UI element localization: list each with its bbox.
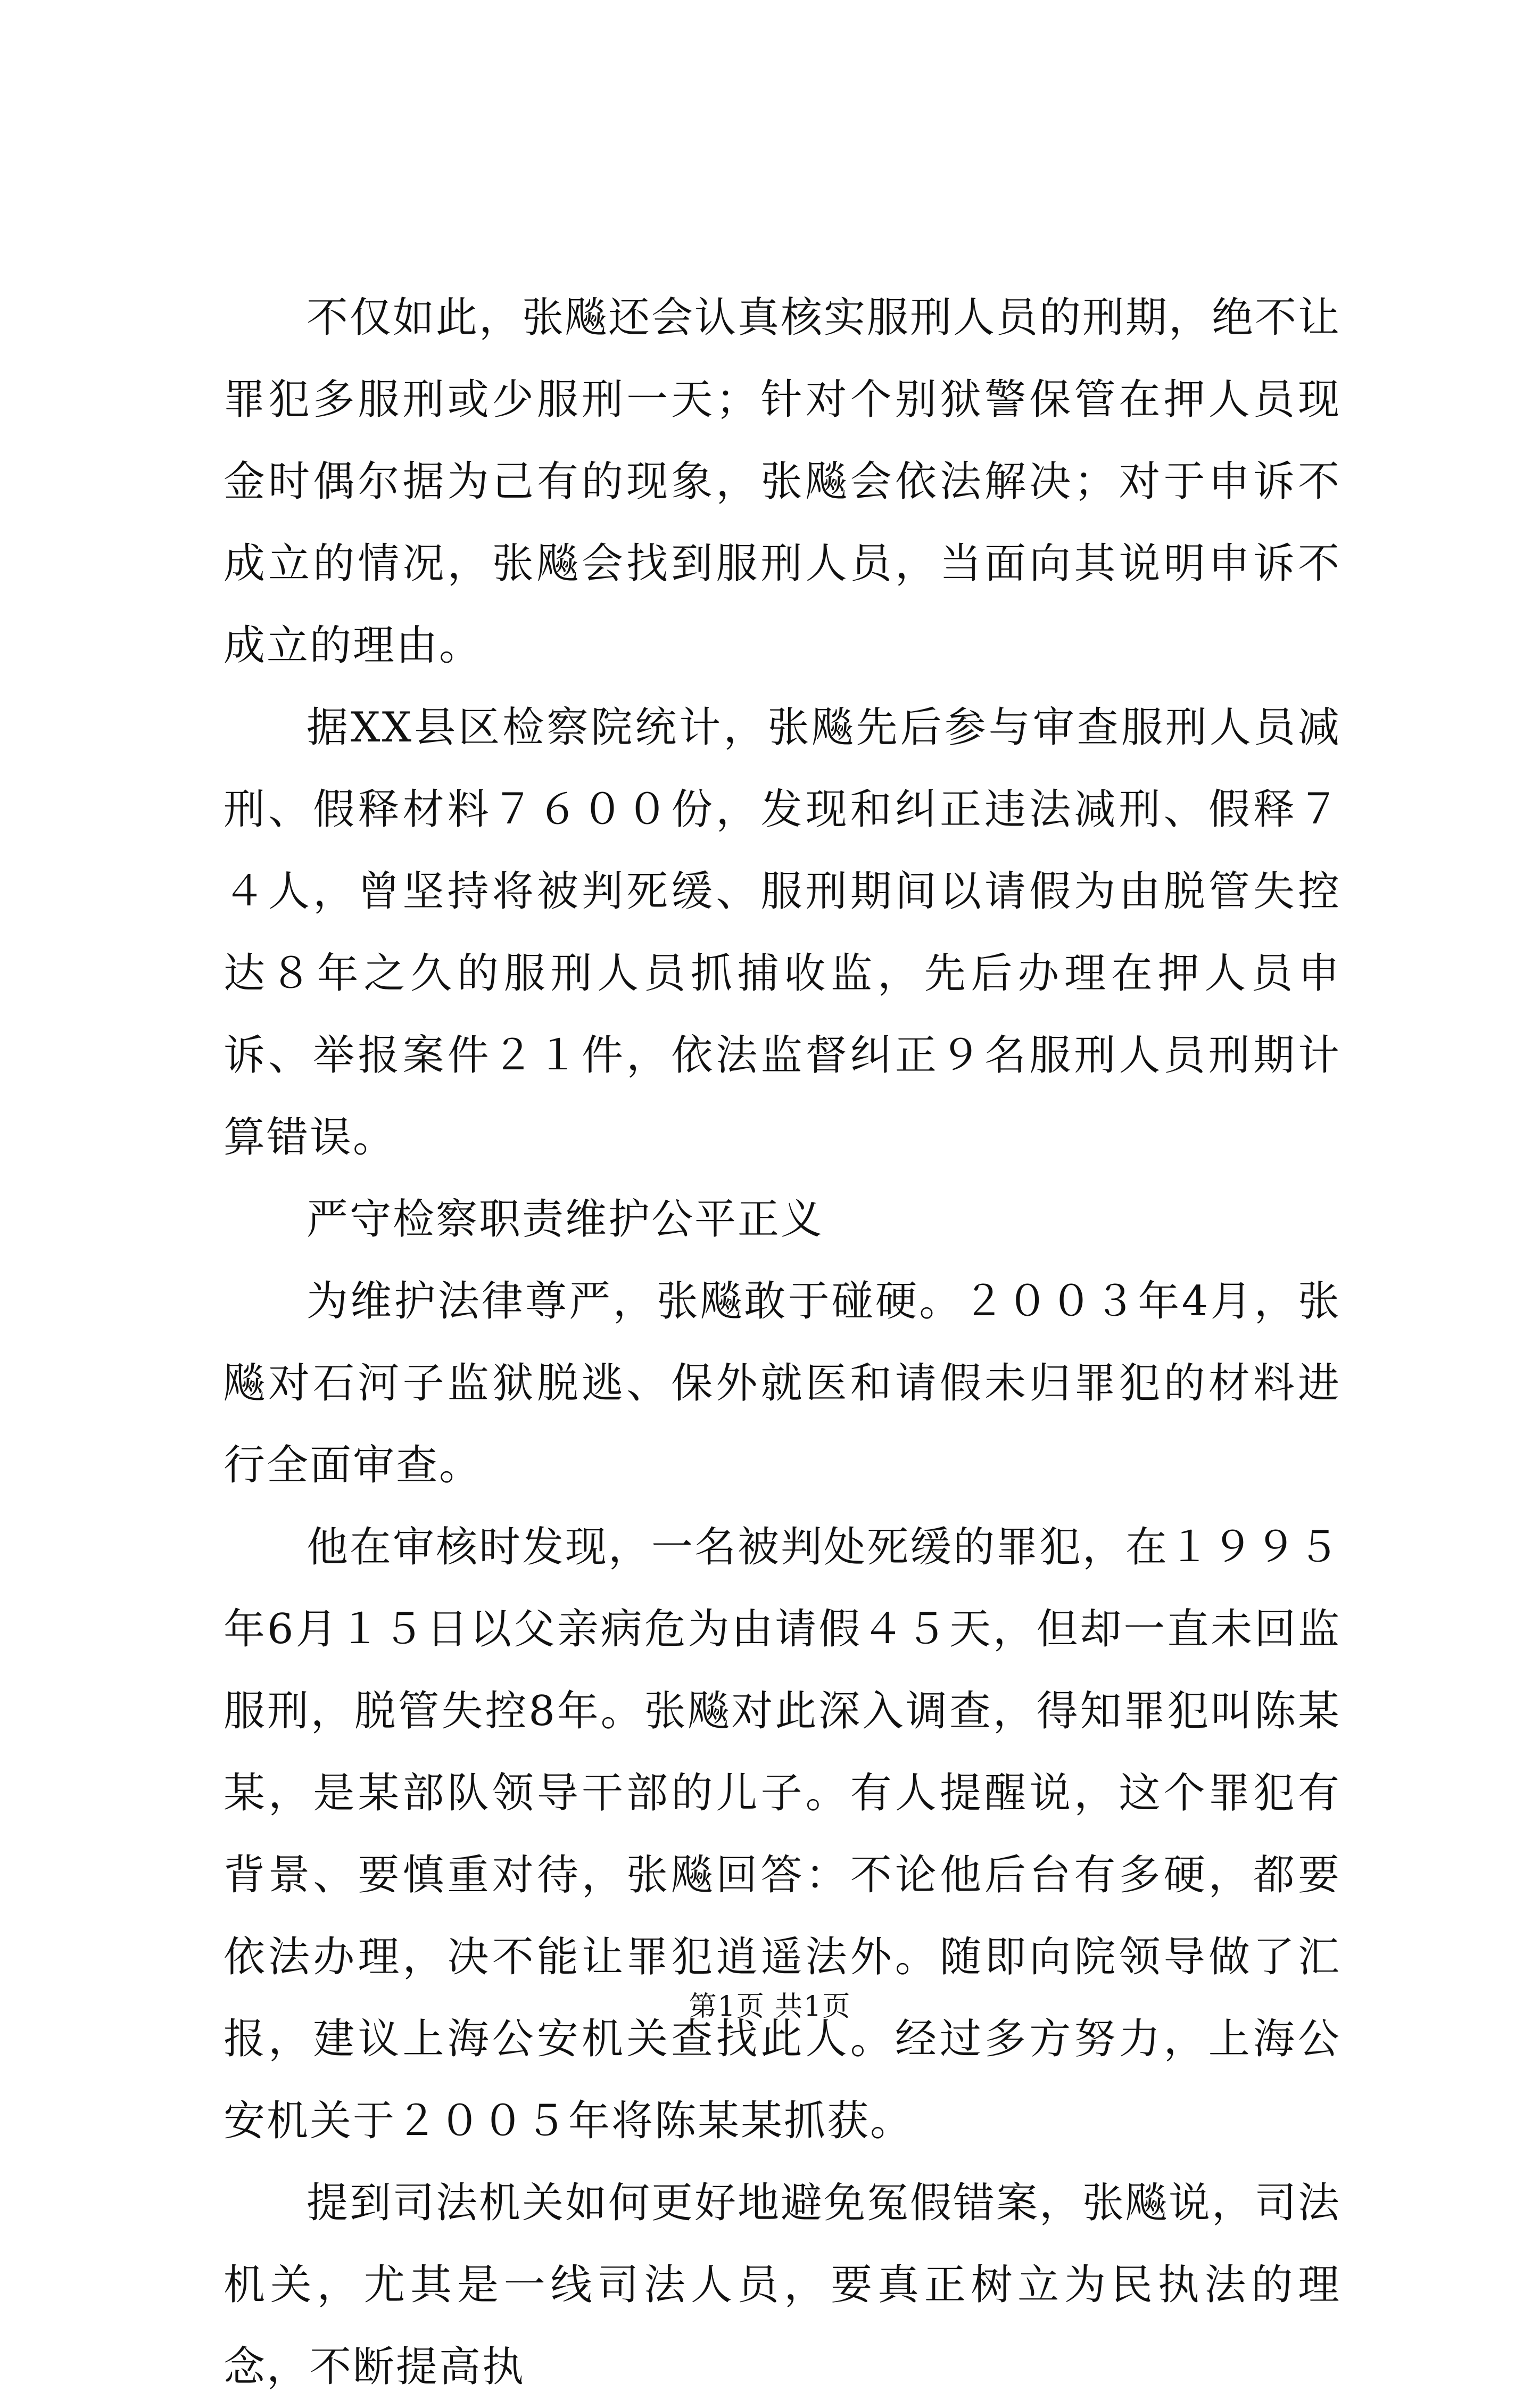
paragraph-3: 为维护法律尊严，张飚敢于碰硬。２００３年4月，张飚对石河子监狱脱逃、保外就医和请假未归罪犯的材料进行全面审查。 <box>223 1277 1341 1489</box>
body-text <box>223 277 1341 2408</box>
paragraph-5: 提到司法机关如何更好地避免冤假错案，张飚说，司法机关，尤其是一线司法人员，要真正树立为民执法的理念，不断提高执 <box>223 2179 1342 2391</box>
page-footer <box>0 1988 1540 2025</box>
paragraph-1: 不仅如此，张飚还会认真核实服刑人员的刑期，绝不让罪犯多服刑或少服刑一天；针对个别狱警保管在押人员现金时偶尔据为己有的现象，张飚会依法解决；对于申诉不成立的情况，张飚会找到服刑人员，当面向其说明申诉不成立的理由。 <box>223 294 1342 670</box>
paragraph-2: 据XX县区检察院统计，张飚先后参与审查服刑人员减刑、假释材料７６００份，发现和纠正违法减刑、假释７４人，曾坚持将被判死缓、服刑期间以请假为由脱管失控达８年之久的服刑人员抓捕收监，先后办理在押人员申诉、举报案件２１件，依法监督纠正９名服刑人员刑期计算错误。 <box>223 704 1341 1161</box>
section-heading: 严守检察职责维护公平正义 <box>307 1195 824 1243</box>
paragraph-4: 他在审核时发现，一名被判处死缓的罪犯，在１９９５年6月１５日以父亲病危为由请假４５天，但却一直未回监服刑，脱管失控8年。张飚对此深入调查，得知罪犯叫陈某某，是某部队领导干部的儿子。有人提醒说，这个罪犯有背景、要慎重对待，张飚回答：不论他后台有多硬，都要依法办理，决不能让罪犯逍遥法外。随即向院领导做了汇报，建议上海公安机关查找此人。经过多方努力，上海公安机关于２００５年将陈某某抓获。 <box>223 1523 1342 2145</box>
page-number: 第1页 共1页 <box>689 1991 851 2023</box>
